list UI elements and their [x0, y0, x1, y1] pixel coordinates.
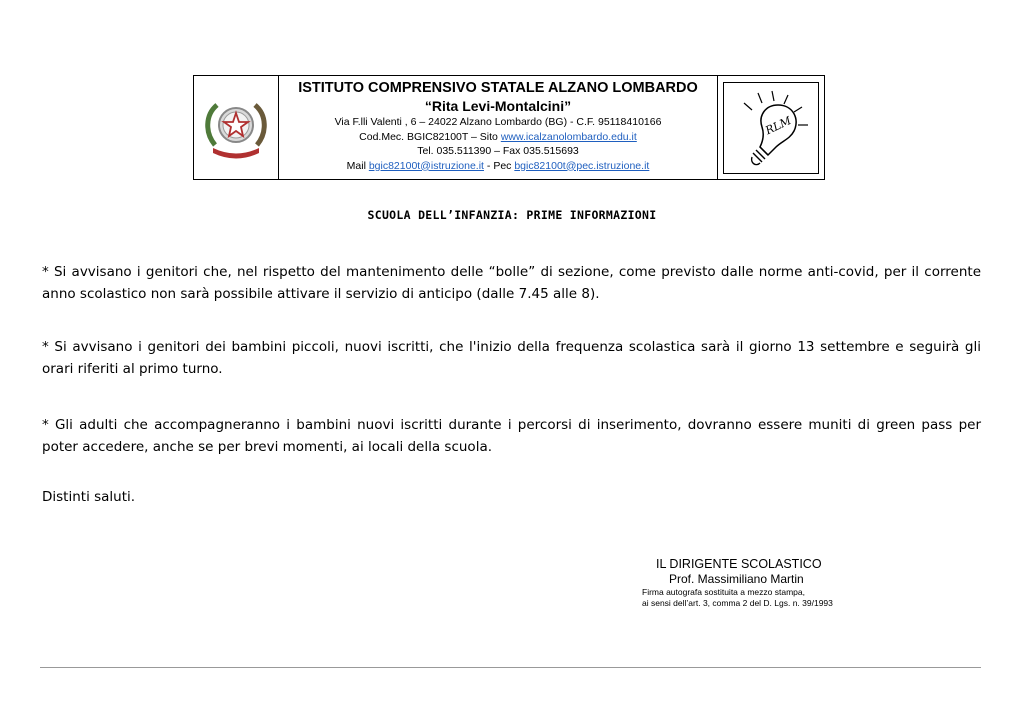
pec-link[interactable]: bgic82100t@pec.istruzione.it: [514, 159, 650, 172]
institute-phone: Tel. 035.511390 – Fax 035.515693: [417, 145, 579, 157]
footer-divider: [40, 667, 981, 668]
institute-subtitle: “Rita Levi-Montalcini”: [424, 98, 572, 114]
emblem-cell: [194, 76, 279, 179]
lightbulb-logo-icon: [728, 87, 814, 169]
signature-note-line1: Firma autografa sostituita a mezzo stampa,: [642, 587, 805, 597]
institute-mail-line: [279, 159, 717, 174]
signature-role: IL DIRIGENTE SCOLASTICO: [656, 557, 822, 571]
signature-name: Prof. Massimiliano Martin: [669, 572, 804, 586]
signature-block: [642, 557, 833, 609]
school-logo-cell: [718, 76, 824, 179]
paragraph-green-pass: * Gli adulti che accompagneranno i bambini nuovi iscritti durante i percorsi di inserimento, dovranno essere muniti di green pass per poter accedere, anche se per brevi momenti, ai locali della scuola.: [42, 417, 981, 455]
mail-link[interactable]: bgic82100t@istruzione.it: [368, 159, 484, 172]
paragraph-start-date: * Si avvisano i genitori dei bambini piccoli, nuovi iscritti, che l'inizio della frequenza scolastica sarà il giorno 13 settembre e seguirà gli orari riferiti al primo turno.: [42, 339, 981, 377]
school-logo-frame: [723, 82, 819, 174]
letterhead: [193, 75, 825, 180]
lamp-monogram: RLM: [763, 113, 794, 137]
paragraph-anticipo: * Si avvisano i genitori che, nel rispetto del mantenimento delle “bolle” di sezione, come previsto dalle norme anti-covid, per il corrente anno scolastico non sarà possibile attivare il servizio di anticipo (dalle 7.45 alle 8).: [42, 264, 981, 302]
document-title: SCUOLA DELL’INFANZIA: PRIME INFORMAZIONI: [367, 208, 657, 222]
institute-name: ISTITUTO COMPRENSIVO STATALE ALZANO LOMBARDO: [298, 80, 698, 96]
italian-republic-emblem-icon: [201, 93, 271, 163]
mail-label: Mail: [346, 159, 369, 172]
institute-address: Via F.lli Valenti , 6 – 24022 Alzano Lombardo (BG) - C.F. 95118410166: [334, 116, 662, 128]
website-link[interactable]: www.icalzanolombardo.edu.it: [500, 130, 637, 143]
institute-codmec-line: [279, 130, 717, 145]
codmec-text: Cod.Mec. BGIC82100T – Sito: [359, 130, 501, 143]
institute-info: [279, 76, 718, 179]
closing-greeting: Distinti saluti.: [42, 489, 136, 505]
signature-note-line2: ai sensi dell’art. 3, comma 2 del D. Lgs. n. 39/1993: [642, 598, 833, 608]
pec-label: - Pec: [483, 159, 515, 172]
